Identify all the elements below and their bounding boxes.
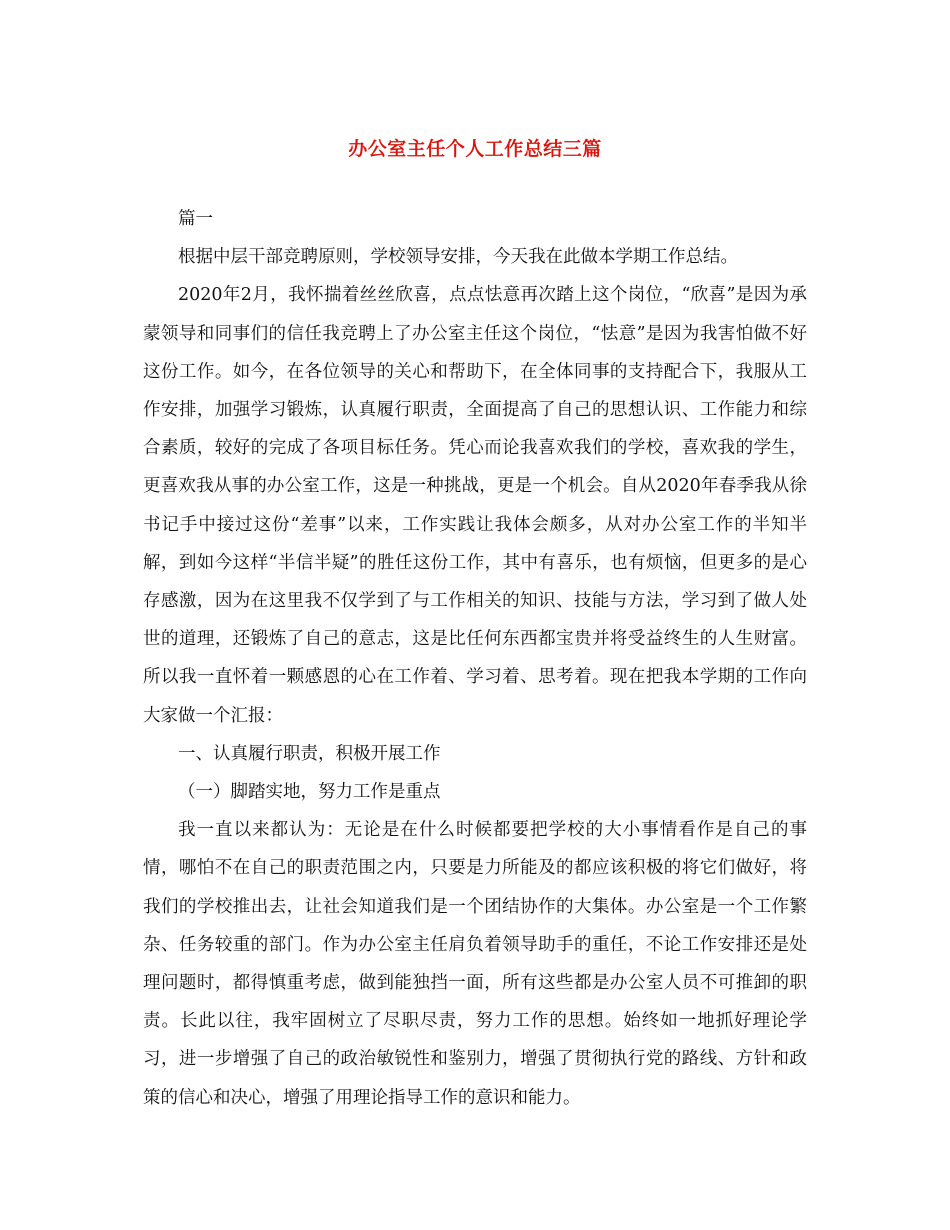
- section-heading: 一、认真履行职责，积极开展工作: [178, 743, 441, 764]
- subsection-heading: （一）脚踏实地，努力工作是重点: [178, 782, 441, 803]
- document-title: 办公室主任个人工作总结三篇: [348, 138, 602, 160]
- document-body: [143, 200, 807, 1117]
- body-paragraph: 我一直以来都认为：无论是在什么时候都要把学校的大小事情看作是自己的事情，哪怕不在自己的职责范围之内，只要是力所能及的都应该积极的将它们做好，将我们的学校推出去，让社会知道我们是一个团结协作的大集体。办公室是一个工作繁杂、任务较重的部门。作为办公室主任肩负着领导助手的重任，不论工作安排还是处理问题时，都得慎重考虑，做到能独挡一面，所有这些都是办公室人员不可推卸的职责。长此以往，我牢固树立了尽职尽责，努力工作的思想。始终如一地抓好理论学习，进一步增强了自己的政治敏锐性和鉴别力，增强了贯彻执行党的路线、方针和政策的信心和决心，增强了用理论指导工作的意识和能力。: [143, 820, 807, 1108]
- section-label: 篇一: [178, 209, 213, 229]
- body-paragraph: 2020年2月，我怀揣着丝丝欣喜，点点怯意再次踏上这个岗位，“欣喜”是因为承蒙领导和同事们的信任我竞聘上了办公室主任这个岗位，“怯意”是因为我害怕做不好这份工作。如今，在各位领导的关心和帮助下，在全体同事的支持配合下，我服从工作安排，加强学习锻炼，认真履行职责，全面提高了自己的思想认识、工作能力和综合素质，较好的完成了各项目标任务。凭心而论我喜欢我们的学校，喜欢我的学生，更喜欢我从事的办公室工作，这是一种挑战，更是一个机会。自从2020年春季我从徐书记手中接过这份“差事”以来，工作实践让我体会颇多，从对办公室工作的半知半解，到如今这样“半信半疑”的胜任这份工作，其中有喜乐，也有烦恼，但更多的是心存感激，因为在这里我不仅学到了与工作相关的知识、技能与方法，学习到了做人处世的道理，还锻炼了自己的意志，这是比任何东西都宝贵并将受益终生的人生财富。所以我一直怀着一颗感恩的心在工作着、学习着、思考着。现在把我本学期的工作向大家做一个汇报：: [143, 285, 807, 726]
- intro-paragraph: 根据中层干部竞聘原则，学校领导安排，今天我在此做本学期工作总结。: [178, 247, 738, 268]
